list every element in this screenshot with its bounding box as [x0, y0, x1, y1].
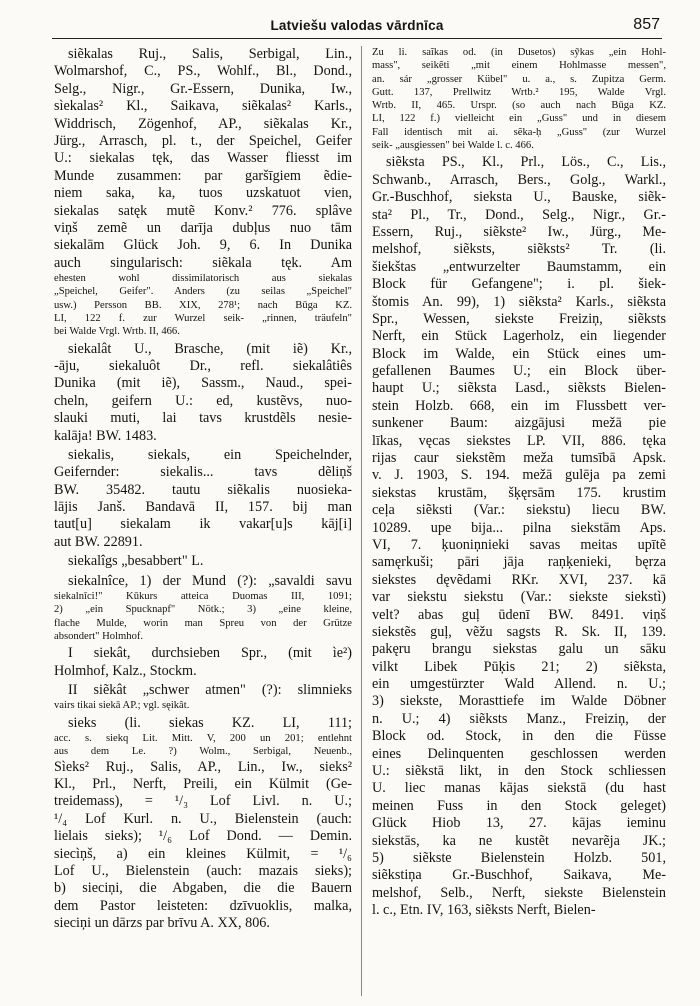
- entry-note-line: seik- „ausgiessen" bei Walde l. c. 466.: [372, 140, 534, 152]
- entry-note-line: flache Mulde, worin man Spreu von der Grütze: [54, 617, 352, 629]
- entry-headline: I siekât, durchsieben Spr., (mit ìe²): [68, 645, 352, 662]
- entry-line: U.: siẽkstā likt, in den Stock schliessen: [372, 763, 666, 780]
- entry-line: n. U.; 4) siẽksts Manz., Freiziņ, der: [372, 710, 666, 727]
- entry-line: viņš zemẽ un darīja dubļus nuo tām: [54, 219, 352, 236]
- entry-line: siecìņš, a) ein kleines Külmit, = ¹/₆: [54, 845, 352, 862]
- entry-line: siekalām Glück Joh. 9, 6. In Dunika: [54, 237, 352, 254]
- entry-note-line: acc. s. siekq Lit. Mitt. V, 200 un 201; entlehnt: [54, 733, 352, 745]
- entry-line: v. J. 1903, S. 194. mežā gulēja pa zemi: [372, 467, 666, 484]
- entry-line: niem saka, ka, tuos uzskatuot vien,: [54, 185, 352, 202]
- entry-headline: siekalis, siekals, ein Speichelnder,: [68, 446, 352, 463]
- entry-line: meinen Fuss in den Stock geleget): [372, 797, 666, 814]
- entry-line: siekstas krustām, šķęrsām 175. krustim: [372, 484, 666, 501]
- entry-line: Essern, Ruj., siẽkste² Iw., Jürg., Me-: [372, 223, 666, 240]
- entry-line: rijas caur siekstẽm meža tumsībā Apsk.: [372, 450, 666, 467]
- entry-line: cheln, geifern U.: ed, kustẽvs, nuo-: [54, 392, 352, 409]
- entry-line: Schwanb., Arrasch, Bers., Golg., Warkl.,: [372, 171, 666, 188]
- entry-line: l. c., Etn. IV, 163, siẽksts Nerft, Bielen-: [372, 902, 596, 919]
- entry-line: dem Pastor leisteten: dzīvuoklis, malka,: [54, 897, 352, 914]
- entry-line: sta² Pl., Tr., Dond., Selg., Nigr., Gr.-: [372, 206, 666, 223]
- entry-siekaligs: [54, 553, 352, 570]
- entry-line: Block od. Stock, in den die Füsse: [372, 728, 666, 745]
- entry-line: Spr., Wessen, siekste Freiziņ, siẽksts: [372, 310, 666, 327]
- entry-line: sunkener Baum: aizgājusi mežā pie: [372, 415, 666, 432]
- entry-siekalas: [54, 46, 352, 339]
- entry-note-line: 2) „ein Spucknapf" Nötk.; 3) „eine kleine,: [54, 604, 352, 616]
- entry-headline: siẽkalas Ruj., Salis, Serbigal, Lin.,: [68, 46, 352, 62]
- entry-line: Munde zusammen: par garšīgiem ẽdie-: [54, 167, 352, 184]
- entry-line: Sìeks² Ruj., Salis, AP., Lin., Iw., sieks²: [54, 758, 352, 775]
- entry-note-line: usw.) Persson BB. XIX, 278¹; nach Būga KZ.: [54, 299, 352, 311]
- entry-line: eines Delinquenten geschlossen werden: [372, 745, 666, 762]
- entry-headline: siẽksta PS., Kl., Prl., Lös., C., Lis.,: [386, 154, 666, 171]
- entry-line: štomis An. 99), 1) siẽksta² Karls., siẽksta: [372, 293, 666, 310]
- entry-line: lājis Janš. Bandavā II, 157. bij man: [54, 499, 352, 516]
- entry-line: pakęru brangu siekstas galu un sāku: [372, 641, 666, 658]
- entry-line: siekstās, ka ne kustẽt nevarẽja JK.;: [372, 832, 666, 849]
- entry-line: VI, 7. ķuoniņnieki savas meitas upītẽ: [372, 536, 666, 553]
- entry-note-line: an. sár „grosser Kübel" u. a., s. Zupitza Germ.: [372, 73, 666, 85]
- header-rule: [52, 38, 662, 39]
- entry-line: -āju, siekaluôt Dr., refl. siekalâtiês: [54, 357, 352, 374]
- column-divider: [361, 46, 362, 996]
- entry-siekalat: [54, 341, 352, 445]
- entry-note-line: Wrtb. II, 465. Urspr. (so auch nach Būga KZ.: [372, 100, 666, 112]
- entry-line: kalāja! BW. 1483.: [54, 427, 157, 444]
- entry-line: slauki muti, lai tavs krustdẽls nesie-: [54, 410, 352, 427]
- entry-headline: siekalât U., Brasche, (mit iẽ) Kr.,: [68, 340, 352, 357]
- entry-line: stein Holzb. 668, ein im Flussbett ver-: [372, 397, 666, 414]
- entry-note-line: „Speichel, Geifer". Anders (zu seilas „Speichel": [54, 286, 352, 298]
- page-number: 857: [633, 16, 660, 33]
- entry-line: Geifernder: siekalis... tavs dẽliņš: [54, 464, 352, 481]
- entry-line: līkas, vęcas siekstes LP. VII, 886. tęka: [372, 432, 666, 449]
- entry-line: aut BW. 22891.: [54, 533, 143, 550]
- entry-line: Holmhof, Kalz., Stockm.: [54, 662, 197, 679]
- entry-i-siekat: [54, 645, 352, 680]
- running-title: Latviešu valodas vārdnīca: [270, 18, 444, 33]
- entry-line: Selg., Nigr., Gr.-Essern, Dunika, Iw.,: [54, 80, 352, 97]
- entry-line: Widdrisch, Zögenhof, AP., siẽkalas Kr.,: [54, 115, 352, 132]
- entry-note-line: LI, 122 f.) vielleicht ein „Guss" und in diesem: [372, 113, 666, 125]
- entry-line: Block im Walde, ein Stück eines um-: [372, 345, 666, 362]
- entry-line: Jürg., Arrasch, pl. t., der Speichel, Geifer: [54, 132, 352, 149]
- entry-line: ein umgestürzter Wald Allend. n. U.;: [372, 676, 666, 693]
- entry-ii-siekat: [54, 682, 352, 713]
- entry-line: Gr.-Buschhof, sieksta U., Bauske, siẽk-: [372, 189, 666, 206]
- entry-line: treidemass), = ¹/₃ Lof Livl. n. U.;: [54, 793, 352, 810]
- entry-note-line: bei Walde Vrgl. Wrtb. II, 466.: [54, 326, 180, 338]
- entry-siekalis: [54, 447, 352, 551]
- entry-note-line: ehesten wohl dissimilatorisch aus siekalas: [54, 273, 352, 285]
- entry-line: siekstes dęvẽdami RKr. XVI, 237. kā: [372, 571, 666, 588]
- entry-siekalnice: [54, 573, 352, 644]
- entry-headline: siekalîgs „besabbert" L.: [68, 553, 204, 570]
- entry-line: melshof, siẽksts, siẽksts² Tr. (li.: [372, 241, 666, 258]
- entry-headline: Zu li. saĩkas od. (in Dusetos) sỹkas „ein Hohl-: [372, 47, 666, 58]
- entry-note-line: absondert" Holmhof.: [54, 630, 144, 642]
- entry-line: 5) siẽkste Bielenstein Holzb. 501,: [372, 850, 666, 866]
- entry-note-line: siekalnīci!" Kūkurs atteica Duomas III, 1091;: [54, 591, 352, 603]
- entry-line: Nerft, ein Stück Lagerholz, ein liegender: [372, 328, 666, 345]
- entry-note-line: aus dem Le. ?) Wolm., Serbigal, Neuenb.,: [54, 746, 352, 758]
- entry-headline: II siẽkât „schwer atmen" (?): slimnieks: [68, 682, 352, 698]
- entry-line: b) sieciņi, die Abgaben, die die Bauern: [54, 880, 352, 897]
- entry-line: ceļa siẽksti (Var.: siekstu) liecu BW.: [372, 502, 666, 519]
- entry-line: haupt U.; siẽksta Lasd., siẽksts Bielen-: [372, 380, 666, 397]
- entry-line: vilkt Libek Pūķis 21; 2) siẽksta,: [372, 658, 666, 675]
- entry-line: siẽkstiņa Gr.-Buschhof, Saikava, Me-: [372, 867, 666, 884]
- entry-line: var siekstu siekstu (Var.: siekste siekstì): [372, 589, 666, 606]
- entry-line: siekalas satęk mutẽ Konv.² 776. splâve: [54, 202, 352, 219]
- entry-line: melshof, Selb., Nerft, siekste Bielenstein: [372, 884, 666, 901]
- entry-line: Dunika (mit iẽ), Sassm., Naud., spei-: [54, 375, 352, 392]
- entry-note-line: vairs tikai siekā AP.; vgl. sęikât.: [54, 700, 190, 712]
- entry-headline: siekalnîce, 1) der Mund (?): „savaldi savu: [68, 572, 352, 589]
- entry-sieksta: [372, 154, 666, 919]
- entry-line: lielais sieks); ¹/₆ Lof Dond. — Demin.: [54, 828, 352, 845]
- entry-line: gefallenen Baumes U.; ein Block über-: [372, 363, 666, 380]
- entry-sieks: [54, 715, 352, 933]
- left-column: [54, 46, 352, 935]
- entry-note-line: Fall identisch mit ai. sẽka-ḥ „Guss" (zur Wurzel: [372, 126, 666, 138]
- entry-line: U. liec manas kājas siekstā (du hast: [372, 780, 666, 797]
- entry-line: Lof U., Bielenstein (auch: mazais sieks);: [54, 863, 352, 880]
- entry-line: Kl., Prl., Nerft, Preili, ein Külmit (Ge-: [54, 776, 352, 793]
- right-column: [372, 46, 666, 922]
- entry-line: sìekalas² Kl., Saikava, siẽkalas² Karls.,: [54, 98, 352, 115]
- entry-line: BW. 35482. tautu siẽkalis nuosieka-: [54, 481, 352, 498]
- entry-line: auch singularisch: siẽkala tęk. Am: [54, 254, 352, 271]
- entry-note-line: mass", seikẽti „mit einem Hohlmasse messen",: [372, 60, 666, 72]
- entry-line: 3) siekste, Morasttiefe im Walde Döbner: [372, 693, 666, 710]
- entry-line: samęrkuši; pāri jāja raņķenieki, bęrza: [372, 554, 666, 571]
- entry-note-line: Gutt. 137, Prellwitz Wrtb.² 195, Walde Vrgl.: [372, 86, 666, 98]
- entry-line: Block für Gefangene"; i. pl. šiek-: [372, 276, 666, 293]
- entry-line: ¹/₄ Lof Kurl. n. U., Bielenstein (auch:: [54, 810, 352, 827]
- entry-line: taut[u] siekalam ik vakar[u]s kāj[i]: [54, 516, 352, 533]
- entry-line: šiekštas „entwurzelter Baumstamm, ein: [372, 258, 666, 275]
- entry-line: Glück Hiob 13, 27. kājas ieminu: [372, 815, 666, 832]
- entry-line: siekstẽs guļ, vẽžu sagsts R. Sk. II, 139.: [372, 623, 666, 640]
- entry-line: 10289. upe bija... pilna siekstām Aps.: [372, 519, 666, 536]
- entry-note: [372, 46, 666, 152]
- entry-line: velt? abas guļ ūdenī BW. 8491. viņš: [372, 606, 666, 623]
- entry-line: sieciņi un dārzs par brīvu A. XX, 806.: [54, 915, 270, 932]
- entry-headline: sieks (li. siekas KZ. LI, 111;: [68, 714, 352, 731]
- entry-note-line: LI, 122 f. zur Wurzel seik- „rinnen, träufeln": [54, 312, 352, 324]
- entry-line: U.: siekalas tęk, das Wasser fliesst im: [54, 150, 352, 167]
- entry-line: Wolmarshof, C., PS., Wohlf., Bl., Dond.,: [54, 63, 352, 80]
